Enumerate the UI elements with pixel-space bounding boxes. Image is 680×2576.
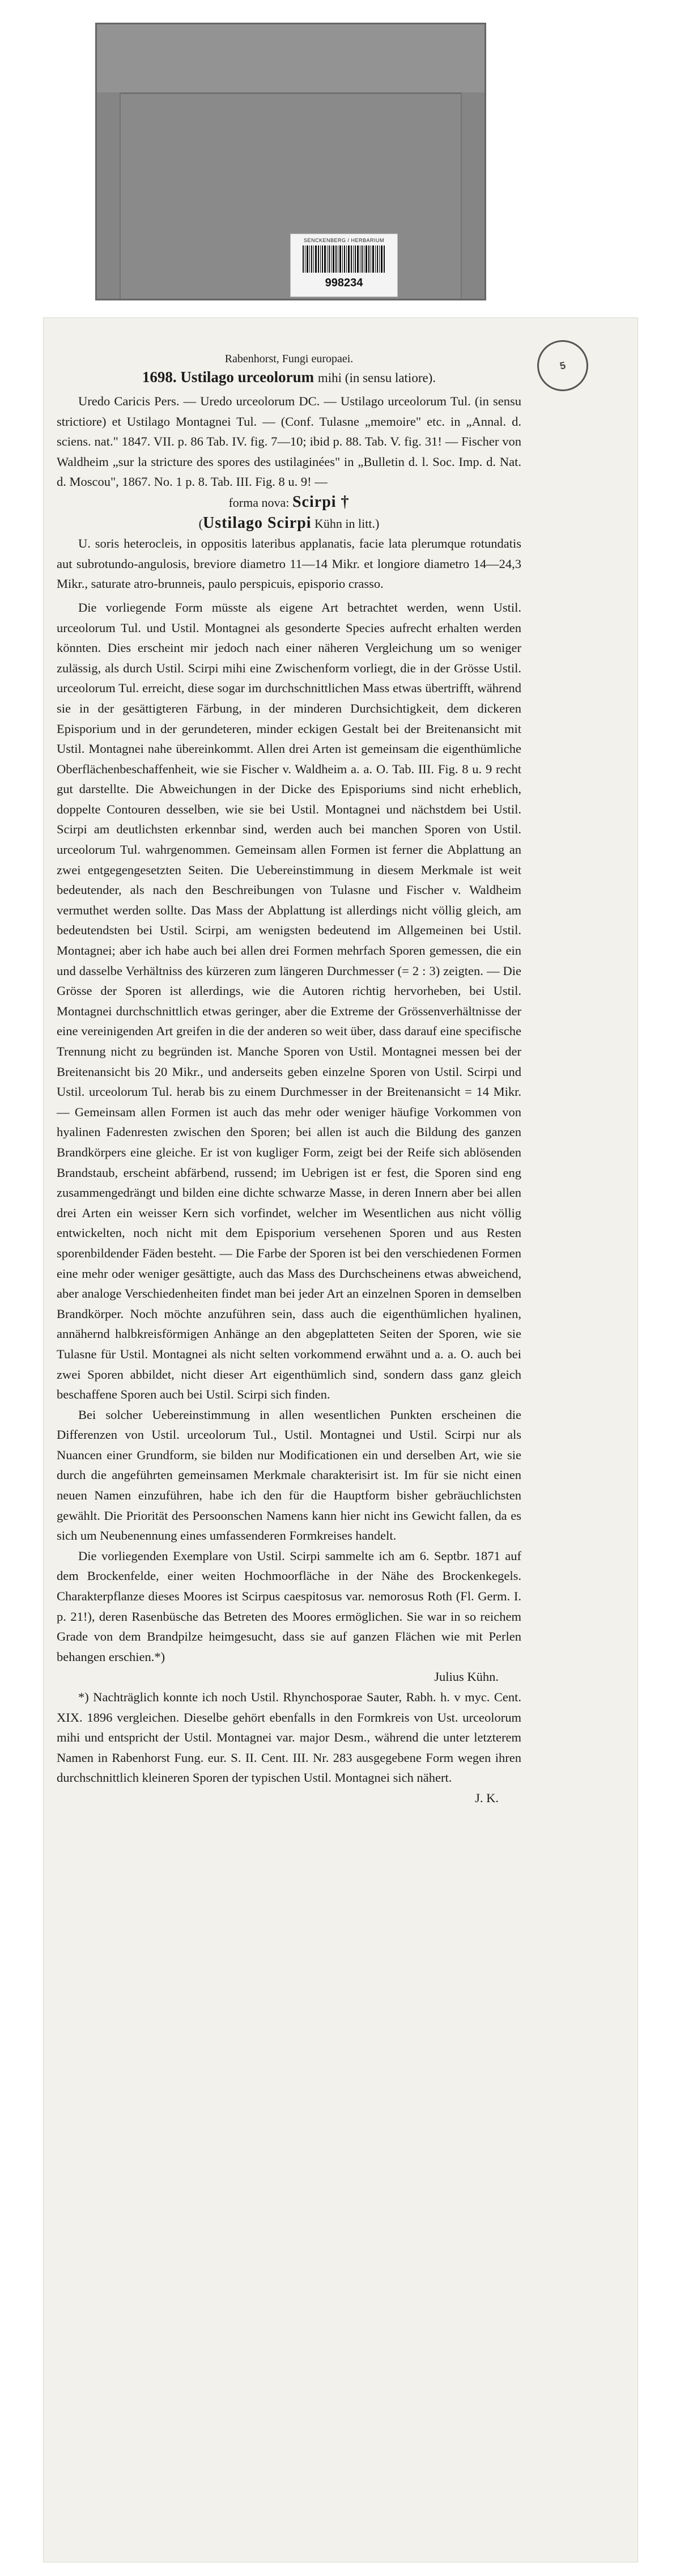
barcode-label bbox=[290, 234, 398, 297]
german-conclusion: Bei solcher Uebereinstimmung in allen wesentlichen Punkten erscheinen die Differenzen von Ustil. urceolorum Tul., Ustil. Montagnei und Ustil. Scirpi nur als Nuancen einer Grundform, sie bilden nur Modificationen ein und derselben Art, wie sie durch die angeführten gemeinsamen Merkmale charakterisirt ist. Im für sie nicht einen neuen Namen einzuführen, habe ich den für die Hauptform bisher gebräuchlichsten gewählt. Die Priorität des Persoonschen Namens kann hier nicht ins Gewicht fallen, da es sich um Neubenennung eines umfassenderen Formkreises handelt. bbox=[57, 1407, 521, 1543]
alternative-name: (Ustilago Scirpi Kühn in litt.) bbox=[198, 514, 380, 532]
species-title bbox=[57, 367, 521, 388]
packet-side-left bbox=[97, 92, 121, 299]
species-name: Ustilago urceolorum bbox=[180, 368, 314, 385]
footnote: *) Nachträglich konnte ich noch Ustil. Rhynchosporae Sauter, Rabh. h. v myc. Cent. XIX. 1896 vergleichen. Dieselbe gehört ebenfalls in den Formkreis von Ust. urceolorum mihi und entspricht der Ustil. Montagnei var. major Desm., während die unter letzterem Namen in Rabenhorst Fung. eur. S. II. Cent. III. Nr. 283 ausgegebene Form wegen ihren durchschnittlich kleineren Sporen der typischen Ustil. Montagnei sich nähert. bbox=[57, 1690, 521, 1785]
packet-flap bbox=[97, 24, 484, 94]
species-authority: mihi (in sensu latiore). bbox=[317, 371, 436, 385]
alternative-name-authority: Kühn in litt.) bbox=[314, 516, 380, 531]
forma-name: Scirpi † bbox=[292, 493, 350, 511]
series-title: Rabenhorst, Fungi europaei. bbox=[224, 353, 354, 365]
forma-label: forma nova: bbox=[228, 495, 290, 510]
synonymy-paragraph: Uredo Caricis Pers. — Uredo urceolorum DC. — Ustilago urceolorum Tul. (in sensu strictiore) et Ustilago Montagnei Tul. — (Conf. Tulasne „memoire" etc. in „Annal. d. sciens. nat." 1847. VII. p. 86 Tab. IV. fig. 7—10; ibid p. 88. Tab. V. fig. 31! — Fischer von Waldheim „sur la stricture des spores des ustilaginées" in „Bulletin d. l. Soc. Imp. d. Nat. d. Moscou", 1867. No. 1 p. 8. Tab. III. Fig. 8 u. 9! — bbox=[57, 394, 521, 489]
german-discussion: Die vorliegende Form müsste als eigene Art betrachtet werden, wenn Ustil. urceolorum Tul. und Ustil. Montagnei als gesonderte Species aufrecht erhalten werden könnten. Dies erscheint mir jedoch nach einer näheren Vergleichung um so weniger zulässig, als durch Ustil. Scirpi mihi eine Zwischenform vorliegt, die in der Grösse Ustil. urceolorum Tul. erreicht, diese sogar im durchschnittlichen Mass etwas übertrifft, während sie in der gesättigteren Färbung, in der minderen Durchsichtigkeit, dem dickeren Episporium und in der gerundeteren, minder eckigen Gestalt bei der Breitenansicht mit Ustil. Montagnei nahe übereinkommt. Allen drei Arten ist gemeinsam die eigenthümliche Oberflächenbeschaffenheit, wie sie Fischer v. Waldheim a. a. O. Tab. III. Fig. 8 u. 9 recht gut darstellte. Die Abweichungen in der Dicke des Episporiums sind nicht erheblich, doppelte Contouren desselben, wie sie bei Ustil. Montagnei und nächstdem bei Ustil. Scirpi am deutlichsten erkennbar sind, werden auch bei manchen Sporen von Ustil. urceolorum Tul. wahrgenommen. Gemeinsam allen Formen ist ferner die Abplattung an zwei entgegengesetzten Seiten. Die Uebereinstimmung in diesem Merkmale ist weit bedeutender, als nach den Beschreibungen von Tulasne und Fischer v. Waldheim vermuthet werden sollte. Das Mass der Abplattung ist allerdings nicht völlig gleich, am bedeutendsten bei Ustil. Scirpi, am wenigsten bedeutend im Allgemeinen bei Ustil. Montagnei; aber ich habe auch bei allen drei Formen mehrfach Sporen gemessen, die ein und dasselbe Verhältniss des kürzeren zum längeren Durchmesser (= 2 : 3) zeigten. — Die Grösse der Sporen ist allerdings, wie die Autoren richtig hervorheben, bei Ustil. Montagnei durchschnittlich etwas geringer, aber die Extreme der Grössenverhältnisse der eine vereinigenden Art greifen in die der anderen so weit über, dass darauf eine specifische Trennung nicht zu begründen ist. Manche Sporen von Ustil. Montagnei messen bei der Breitenansicht bis 20 Mikr., und anderseits geben einzelne Sporen von Ustil. Scirpi und Ustil. urceolorum Tul. herab bis zu einem Durchmesser in der Breitenansicht = 14 Mikr. — Gemeinsam allen Formen ist auch das mehr oder weniger häufige Vorkommen von hyalinen Fadenresten zwischen den Sporen; bei allen ist auch die Bildung des ganzen Brandkörpers eine gleiche. Er ist von kugliger Form, zeigt bei der Reife sich ablösenden Brandstaub, erscheint abfärbend, russend; im Uebrigen ist er fest, die Sporen sind eng zusammengedrängt und bilden eine dichte schwarze Masse, in deren Innern aber bei allen drei Arten ein weisser Kern sich vorfindet, welcher im Wesentlichen aus nicht völlig entwickelten, noch nicht mit dem Episporium versehenen Sporen und aus Resten sporenbildender Fäden besteht. — Die Farbe der Sporen ist bei den verschiedenen Formen eine mehr oder weniger gesättigte, auch das Mass des Durchscheinens etwas abweichend, aber analoge Verschiedenheiten findet man bei jeder Art an einzelnen Sporen in demselben Brandkörper. Noch möchte anzuführen sein, dass auch die eigenthümlichen hyalinen, annähernd halbkreisförmigen Anhänge an den abgeplatteten Seiten der Sporen, wie sie Tulasne für Ustil. Montagnei als nicht selten vorkommend erwähnt und a. a. O. auch bei zwei Sporen abbildet, nicht dieser Art eigenthümlich sind, sondern dass ganz gleich beschaffene Sporen auch bei Ustil. Scirpi sich finden. bbox=[57, 600, 521, 1402]
label-text bbox=[57, 350, 521, 1808]
signature: Julius Kühn. bbox=[434, 1670, 499, 1684]
packet-side-right bbox=[461, 92, 484, 299]
collection-stamp: 5 bbox=[533, 336, 593, 396]
barcode-number: 998234 bbox=[325, 277, 363, 289]
collection-note: Die vorliegenden Exemplare von Ustil. Scirpi sammelte ich am 6. Septbr. 1871 auf dem Brockenfelde, einer weiten Hochmoorfläche in der Nähe des Brockenkegels. Charakterpflanze dieses Moores ist Scirpus caespitosus var. nemorosus Roth (Fl. Germ. I. p. 21!), deren Rasenbüsche das Betreten des Moores ermöglichen. Sie war in so reichem Grade von dem Brandpilze heimgesucht, dass sie auf ganzen Flächen wie mit Perlen behangen erschien.*) bbox=[57, 1548, 521, 1664]
alternative-name-species: Ustilago Scirpi bbox=[202, 514, 312, 532]
barcode-icon bbox=[301, 245, 386, 273]
exsiccata-number: 1698. bbox=[142, 368, 177, 385]
barcode-header: SENCKENBERG / HERBARIUM bbox=[303, 238, 385, 243]
initials: J. K. bbox=[475, 1790, 499, 1805]
forma-line bbox=[57, 492, 521, 513]
latin-diagnosis: U. soris heterocleis, in oppositis lateribus applanatis, facie lata plerumque rotundatis aut subrotundo-angulosis, breviore diametro 11—14 Mikr. et longiore diametro 14—24,3 Mikr., saturate atro-brunneis, paulo perspicuis, episporio crasso. bbox=[57, 536, 521, 591]
